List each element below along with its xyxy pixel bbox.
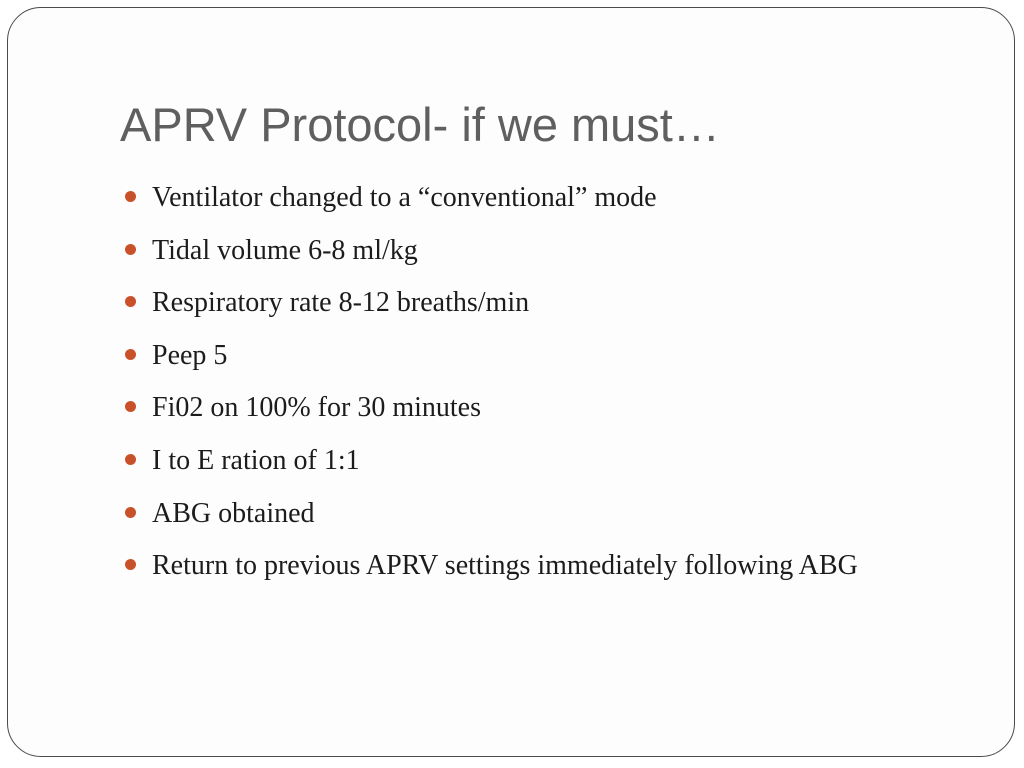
bullet-text: Fi02 on 100% for 30 minutes xyxy=(152,392,481,424)
bullet-dot-icon xyxy=(125,559,136,570)
slide-title: APRV Protocol- if we must… xyxy=(120,98,720,151)
bullet-item xyxy=(152,544,932,587)
bullet-dot-icon xyxy=(125,244,136,255)
bullet-text: I to E ration of 1:1 xyxy=(152,444,360,476)
bullet-item xyxy=(152,229,932,272)
bullet-dot-icon xyxy=(125,401,136,412)
bullet-item xyxy=(152,386,932,429)
bullet-dot-icon xyxy=(125,349,136,360)
bullet-item xyxy=(152,492,932,535)
bullet-dot-icon xyxy=(125,296,136,307)
bullet-text: Return to previous APRV settings immediately following ABG xyxy=(152,550,858,582)
bullet-item xyxy=(152,334,932,377)
bullet-item xyxy=(152,439,932,482)
slide-frame xyxy=(7,7,1015,757)
bullet-dot-icon xyxy=(125,191,136,202)
bullet-list xyxy=(152,176,932,597)
bullet-text: Tidal volume 6-8 ml/kg xyxy=(152,234,418,266)
bullet-text: Respiratory rate 8-12 breaths/min xyxy=(152,287,530,319)
bullet-text: Ventilator changed to a “conventional” mode xyxy=(152,182,657,213)
bullet-text: ABG obtained xyxy=(152,497,315,529)
bullet-item xyxy=(152,176,932,219)
bullet-text: Peep 5 xyxy=(152,339,228,371)
bullet-dot-icon xyxy=(125,507,136,518)
bullet-item xyxy=(152,281,932,324)
bullet-dot-icon xyxy=(125,454,136,465)
